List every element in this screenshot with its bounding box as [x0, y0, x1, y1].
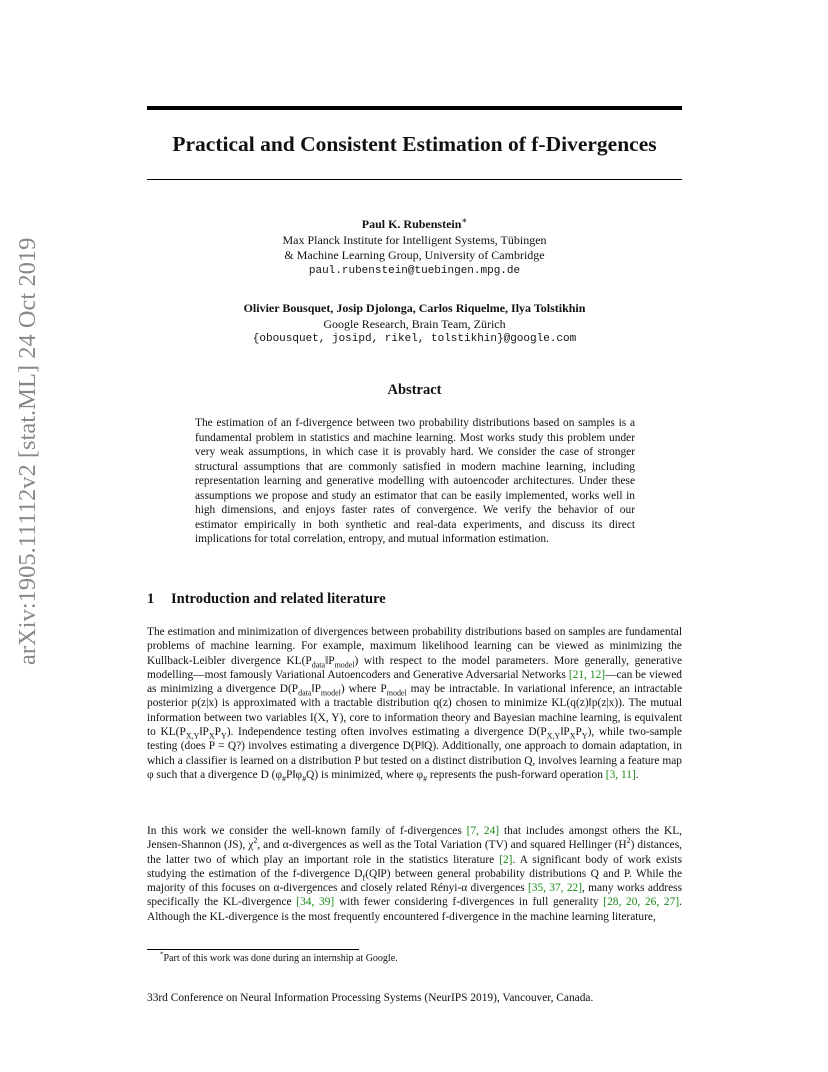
section-title: Introduction and related literature	[171, 591, 386, 607]
paper-title: Practical and Consistent Estimation of f-Divergences	[172, 132, 657, 156]
author-affiliation: Max Planck Institute for Intelligent Systems, Tübingen	[282, 232, 547, 247]
arxiv-sidebar-stamp: arXiv:1905.11112v2 [stat.ML] 24 Oct 2019	[14, 237, 41, 665]
citation-link[interactable]: [21, 12]	[568, 668, 606, 681]
footnote: *Part of this work was done during an internship at Google.	[160, 950, 398, 964]
author-names: Olivier Bousquet, Josip Djolonga, Carlos Riquelme, Ilya Tolstikhin	[243, 301, 586, 315]
citation-link[interactable]: [7, 24]	[466, 825, 500, 837]
citation-link[interactable]: [35, 37, 22]	[527, 882, 582, 895]
venue-line: 33rd Conference on Neural Information Processing Systems (NeurIPS 2019), Vancouver, Canada.	[147, 992, 594, 1004]
section-number: 1	[147, 591, 155, 607]
section-heading	[147, 591, 386, 608]
footnote-rule	[147, 949, 359, 950]
intro-paragraph-1: The estimation and minimization of divergences between probability distributions based on samples are fundamental problems of machine learning. For example, maximum likelihood learning can be viewed as minimizing the Kullback-Leibler divergence $KL(P_{data}‖P_{model})$ with respect to the model parameters. More generally, generative modelling—most famously Variational Autoencoders and Generative Adversarial Networks [21, 12]—can be viewed as minimizing a divergence $D(P_{data}‖P_{model})$ where $P_{model}$ may be intractable. In variational inference, an intractable posterior p(z|x) is approximated with a tractable distribution q(z) chosen to minimize KL(q(z)‖p(z|x)). The mutual information between two variables I(X, Y), core to information theory and Bayesian machine learning, is equivalent to $KL(P_{X,Y}‖P_XP_Y)$. Independence testing often involves estimating a divergence $D(P_{X,Y}‖P_XP_Y)$, while two-sample testing (does P = Q?) involves estimating a divergence D(P‖Q). Additionally, one approach to domain adaptation, in which a classifier is learned on a distribution P but tested on a distinct distribution Q, involves learning a feature map φ such that a divergence D $(\varphi_{\#}P‖\varphi_{\#}Q)$ is minimized, where $\varphi_{\#}$ represents the push-forward operation [3, 11].	[147, 626, 683, 784]
author-name: Paul K. Rubenstein∗	[361, 216, 468, 231]
title-rule-top	[147, 106, 682, 110]
citation-link[interactable]: [3, 11]	[605, 768, 636, 781]
citation-link[interactable]: [28, 20, 26, 27]	[603, 896, 680, 909]
intro-paragraph-2: In this work we consider the well-known family of f-divergences [7, 24] that includes amongst others the KL, Jensen-Shannon (JS), $\chi^2$, and α-divergences as well as the Total Variation (TV) and squared Hellinger $(H^2)$ distances, the latter two of which play an important role in the statistics literature [2]. A significant body of work exists studying the estimation of the f-divergence $D_f(Q‖P)$ between general probability distributions Q and P. While the majority of this focuses on α-divergences and closely related Rényi-α divergences [35, 37, 22], many works address specifically the KL-divergence [34, 39] with fewer considering f-divergences in full generality [28, 20, 26, 27]. Although the KL-divergence is the most frequently encountered f-divergence in the machine learning literature,	[147, 825, 682, 923]
title-rule-bottom	[147, 179, 682, 180]
author-block-1	[147, 217, 682, 279]
citation-link[interactable]: [34, 39]	[296, 896, 335, 909]
author-affiliation: & Machine Learning Group, University of Cambridge	[284, 248, 545, 263]
abstract-heading: Abstract	[387, 382, 442, 398]
author-affiliation: Google Research, Brain Team, Zürich	[323, 316, 506, 331]
author-email: {obousquet, josipd, rikel, tolstikhin}@google.com	[252, 333, 577, 346]
citation-link[interactable]: [2]	[499, 853, 513, 866]
author-block-2	[147, 301, 682, 348]
abstract-body: The estimation of an f-divergence between two probability distributions based on samples is a fundamental problem in statistics and machine learning. Most works study this problem under very weak assumptions, in which case it is provably hard. We consider the case of stronger structural assumptions that are commonly satisfied in modern machine learning, including representation learning and generative modelling with autoencoder architectures. Under these assumptions we propose and study an estimator that can be easily implemented, works well in high dimensions, and enjoys faster rates of convergence. We verify the behavior of our estimator empirically in both synthetic and real-data experiments, and discuss its direct implications for total correlation, entropy, and mutual information estimation.	[195, 417, 635, 545]
author-email: paul.rubenstein@tuebingen.mpg.de	[308, 264, 521, 277]
